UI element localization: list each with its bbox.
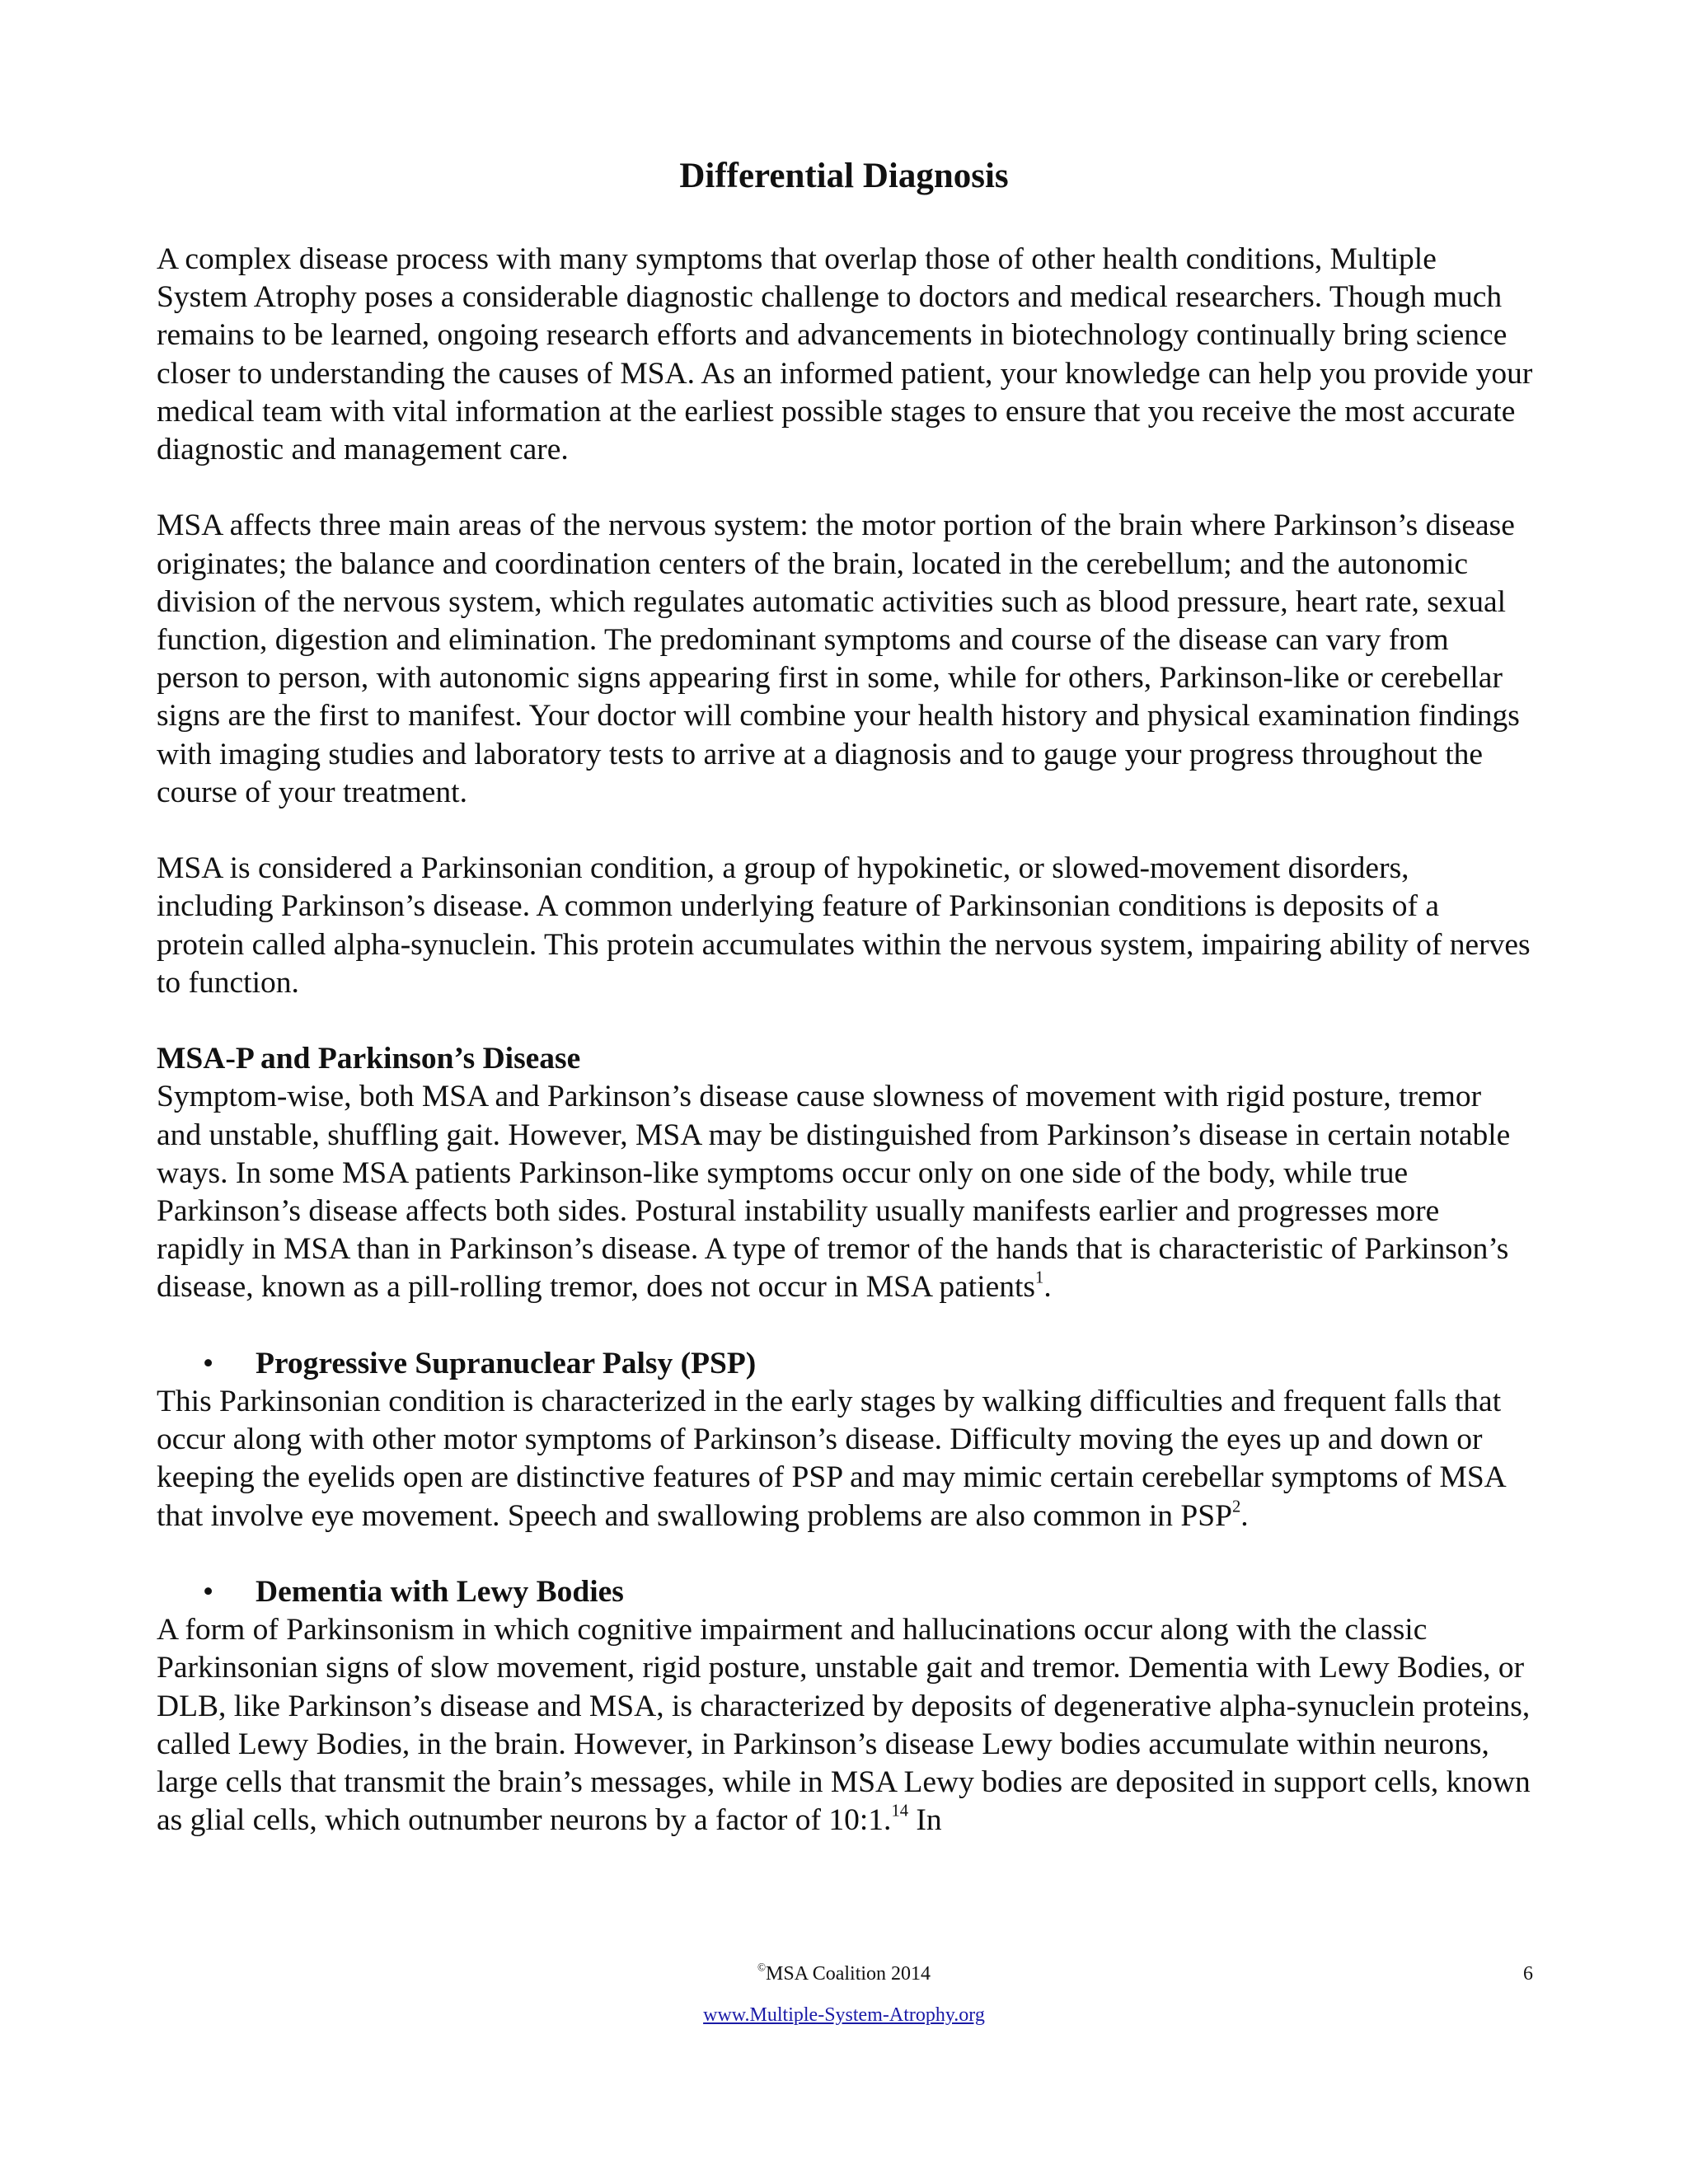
footnote-ref-2: 2	[1231, 1497, 1241, 1516]
paragraph-nervous-system: MSA affects three main areas of the nervous system: the motor portion of the brain where Parkinson’s disease originates; the balance and coordination centers of the brain, located in the cerebellum; and the autonomic division of the nervous system, which regulates automatic activities such as blood pressure, heart rate, sexual function, digestion and elimination. The predominant symptoms and course of the disease can vary from person to person, with autonomic signs appearing first in some, while for others, Parkinson-like or cerebellar signs are the first to manifest. Your doctor will combine your health history and physical examination findings with imaging studies and laboratory tests to arrive at a diagnosis and to gauge your progress throughout the course of your treatment.	[157, 509, 1520, 809]
continued-text: In	[908, 1803, 942, 1838]
section-text-dlb-body: A form of Parkinsonism in which cognitive impairment and hallucinations occur along with the classic Parkinsonian signs of slow movement, rigid posture, unstable gait and tremor. Dementia with Lewy Bodies, or DLB, like Parkinson’s disease and MSA, is characterized by deposits of degenerative alpha-synuclein proteins, called Lewy Bodies, in the brain. However, in Parkinson’s disease Lewy bodies accumulate within neurons, large cells that transmit the brain’s messages, while in MSA Lewy bodies are deposited in support cells, known as glial cells, which outnumber neurons by a factor of 10:1.	[157, 1613, 1531, 1838]
section-heading-dlb	[157, 1573, 1533, 1611]
website-link[interactable]: www.Multiple-System-Atrophy.org	[703, 2004, 985, 2026]
copyright-text: MSA Coalition 2014	[766, 1963, 931, 1985]
section-text-msa-p	[157, 1078, 1533, 1306]
section-msa-p	[157, 1040, 1533, 1306]
bullet-icon: •	[203, 1575, 214, 1610]
section-dlb	[157, 1573, 1533, 1840]
section-heading-msa-p: MSA-P and Parkinson’s Disease	[157, 1042, 581, 1076]
page-number: 6	[1523, 1963, 1533, 1985]
page-title: Differential Diagnosis	[679, 157, 1009, 195]
paragraph-parkinsonian-condition: MSA is considered a Parkinsonian condition, a group of hypokinetic, or slowed-movement disorders, including Parkinson’s disease. A common underlying feature of Parkinsonian conditions is deposits of a protein called alpha-synuclein. This protein accumulates within the nervous system, impairing ability of nerves to function.	[157, 851, 1531, 1000]
footer-website	[0, 2003, 1688, 2027]
section-heading-psp-label: Progressive Supranuclear Palsy (PSP)	[256, 1346, 757, 1380]
sentence-end: .	[1043, 1270, 1052, 1305]
copyright-icon: ©	[757, 1961, 766, 1974]
bullet-icon: •	[203, 1346, 214, 1380]
section-text-psp-body: This Parkinsonian condition is characterized in the early stages by walking difficulties and frequent falls that occur along with other motor symptoms of Parkinson’s disease. Difficulty moving the eyes up and down or keeping the eyelids open are distinctive features of PSP and may mimic certain cerebellar symptoms of MSA that involve eye movement. Speech and swallowing problems are also common in PSP	[157, 1385, 1505, 1533]
sentence-end: .	[1240, 1498, 1249, 1533]
footnote-ref-1: 1	[1035, 1268, 1044, 1287]
footnote-ref-14: 14	[891, 1802, 909, 1821]
section-psp	[157, 1345, 1533, 1535]
section-text-msa-p-body: Symptom-wise, both MSA and Parkinson’s disease cause slowness of movement with rigid posture, tremor and unstable, shuffling gait. However, MSA may be distinguished from Parkinson’s disease in certain notable ways. In some MSA patients Parkinson-like symptoms occur only on one side of the body, while true Parkinson’s disease affects both sides. Postural instability usually manifests earlier and progresses more rapidly in MSA than in Parkinson’s disease. A type of tremor of the hands that is characteristic of Parkinson’s disease, known as a pill-rolling tremor, does not occur in MSA patients	[157, 1080, 1511, 1305]
section-text-psp	[157, 1383, 1533, 1535]
section-text-dlb	[157, 1611, 1533, 1840]
footer-copyright	[0, 1961, 1688, 1986]
document-body	[157, 241, 1533, 1878]
section-heading-psp	[157, 1345, 1533, 1383]
paragraph-intro: A complex disease process with many symptoms that overlap those of other health conditions, Multiple System Atrophy poses a considerable diagnostic challenge to doctors and medical researchers. Though much remains to be learned, ongoing research efforts and advancements in biotechnology continually bring science closer to understanding the causes of MSA. As an informed patient, your knowledge can help you provide your medical team with vital information at the earliest possible stages to ensure that you receive the most accurate diagnostic and management care.	[157, 242, 1533, 467]
section-heading-dlb-label: Dementia with Lewy Bodies	[256, 1575, 624, 1610]
